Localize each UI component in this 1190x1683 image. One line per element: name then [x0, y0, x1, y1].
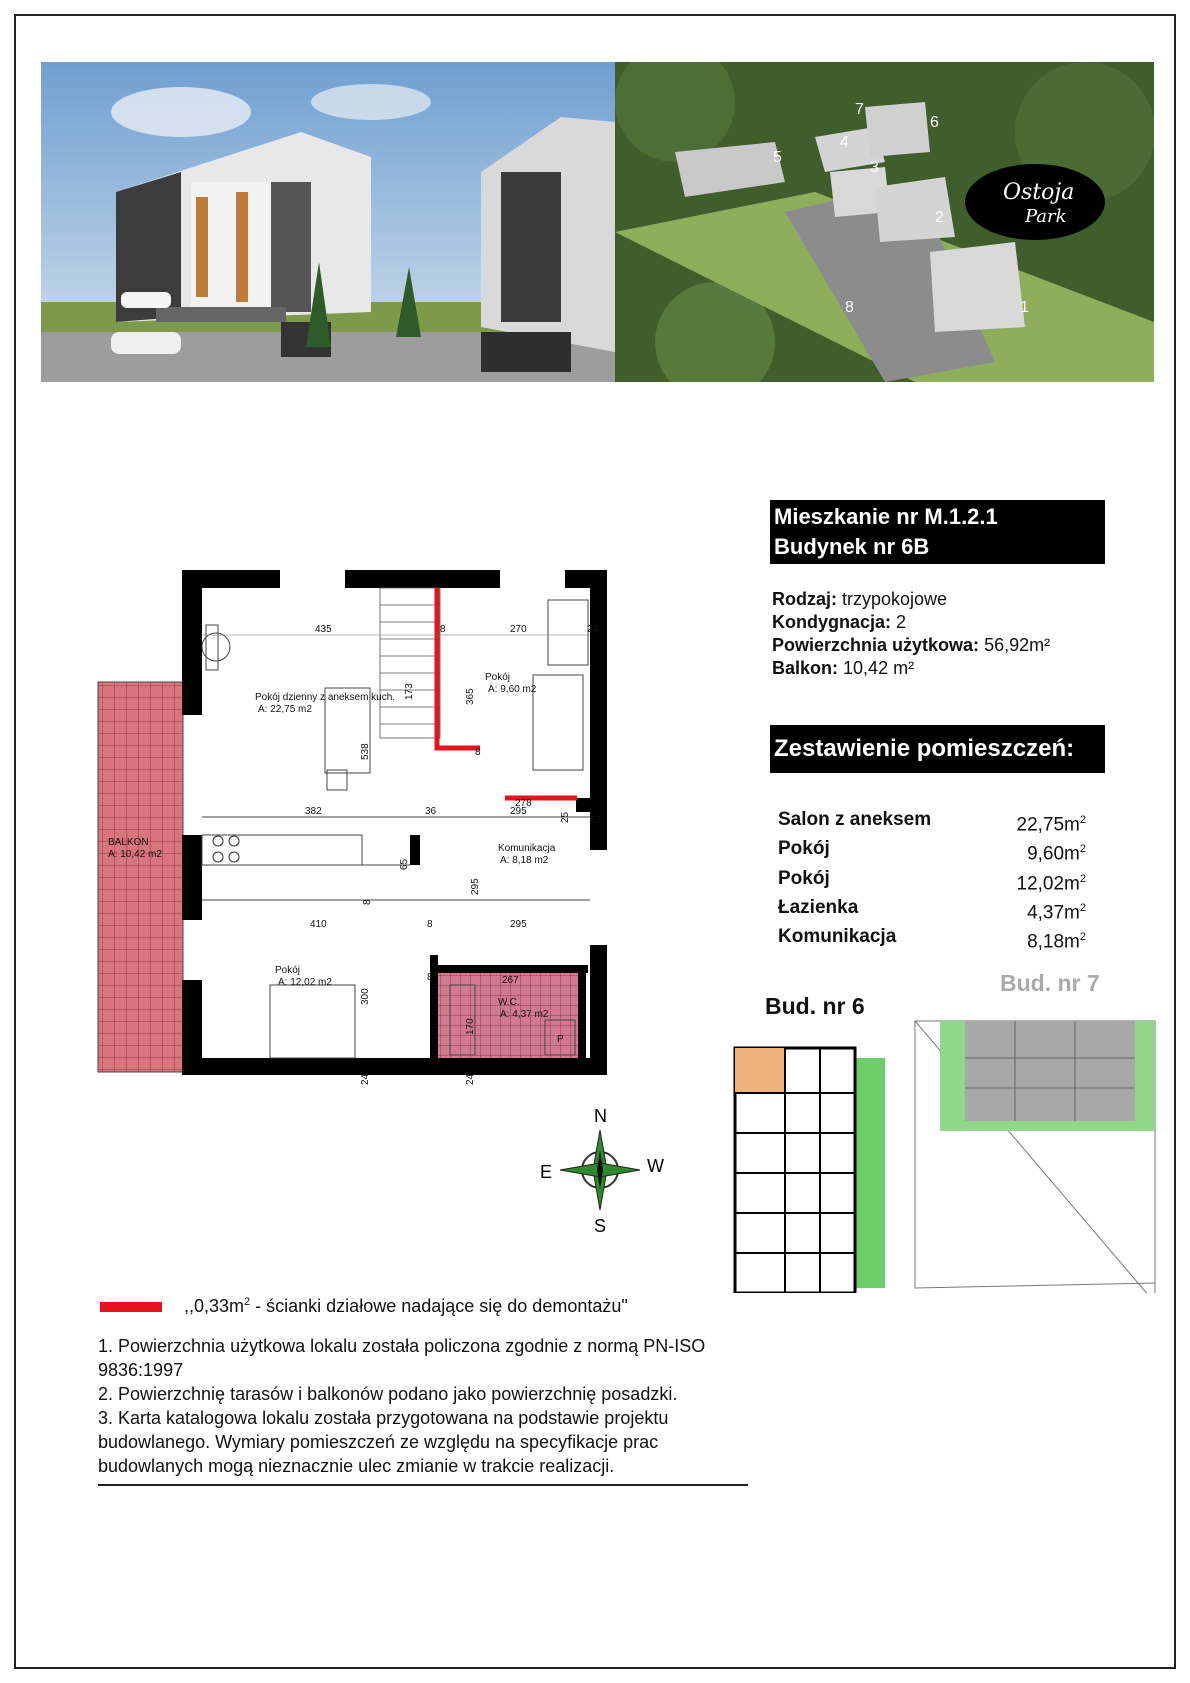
legend-red-bar	[100, 1302, 162, 1312]
aerial-number-1: 1	[1020, 299, 1029, 316]
balkon-area-label: A: 10,42 m2	[108, 849, 162, 860]
aerial-number-8: 8	[845, 299, 854, 316]
dim-8a: 8	[440, 624, 446, 635]
info-kondygnacja-value: 2	[896, 612, 907, 632]
room-area-unit: 2	[1079, 901, 1086, 914]
building-render-photo	[41, 62, 615, 382]
dim-25: 25	[560, 811, 571, 823]
dim-365: 365	[465, 688, 476, 705]
info-rodzaj-value: trzypokojowe	[842, 589, 948, 609]
pokoj2-area-label: A: 12,02 m2	[278, 977, 332, 988]
dim-65: 65	[399, 858, 410, 870]
aerial-number-5: 5	[773, 149, 782, 166]
room-name: Łazienka	[778, 896, 859, 918]
dim-295b: 295	[510, 919, 527, 930]
dim-278: 278	[515, 798, 532, 809]
room-name: Pokój	[778, 838, 830, 860]
komunikacja-label: Komunikacja	[498, 843, 556, 854]
room-area-unit: 2	[1079, 843, 1086, 856]
aerial-number-4: 4	[840, 134, 849, 151]
info-powierzchnia-label: Powierzchnia użytkowa:	[772, 635, 980, 655]
salon-area-label: A: 22,75 m2	[258, 704, 312, 715]
dim-382: 382	[305, 806, 322, 817]
balkon-label: BALKON	[108, 837, 149, 848]
apartment-info	[772, 588, 1050, 680]
dim-24c: 24	[465, 1073, 476, 1085]
room-area-unit: 2	[1079, 931, 1086, 944]
dim-36: 36	[425, 806, 437, 817]
dim-173: 173	[404, 683, 415, 700]
room-row	[778, 867, 1086, 896]
room-row	[778, 896, 1086, 925]
balcony-area	[98, 682, 183, 1072]
building-7-label: Bud. nr 7	[1000, 970, 1100, 996]
apartment-title-box	[770, 500, 1105, 564]
aerial-render-photo	[615, 62, 1154, 382]
site-minimap	[725, 1018, 1170, 1298]
aerial-number-7: 7	[855, 101, 864, 118]
salon-label: Pokój dzienny z aneksem kuch.	[255, 692, 396, 703]
room-name: Salon z aneksem	[778, 809, 932, 830]
logo-text-park: Park	[1025, 206, 1067, 227]
note-2: 2. Powierzchnię tarasów i balkonów podano jako powierzchnię posadzki.	[98, 1384, 678, 1404]
logo-text-ostoja: Ostoja	[1003, 180, 1075, 205]
room-summary-list	[778, 808, 1086, 955]
dim-538: 538	[360, 743, 371, 760]
room-area: 22,75m	[1016, 814, 1080, 836]
apartment-number: Mieszkanie nr M.1.2.1	[774, 504, 998, 529]
dim-170: 170	[465, 1018, 476, 1035]
p-label: P	[557, 1034, 564, 1045]
info-rodzaj-label: Rodzaj:	[772, 589, 837, 609]
room-area-unit: 2	[1079, 872, 1086, 885]
compass-e: E	[540, 1162, 553, 1182]
dim-295v: 295	[470, 878, 481, 895]
building-number: Budynek nr 6B	[774, 534, 930, 559]
dim-24b: 24	[360, 1073, 371, 1085]
legend-text-after: - ścianki działowe nadające się do demontażu"	[250, 1296, 628, 1316]
dim-435: 435	[315, 624, 332, 635]
room-area: 4,37m	[1027, 902, 1080, 924]
compass-n: N	[594, 1106, 607, 1126]
room-row	[778, 925, 1086, 954]
info-balkon-value: 10,42 m²	[843, 658, 915, 678]
info-powierzchnia-value: 56,92m²	[984, 635, 1051, 655]
room-summary-title: Zestawienie pomieszczeń:	[770, 725, 1105, 773]
aerial-number-3: 3	[870, 159, 879, 176]
dim-267: 267	[502, 975, 519, 986]
info-balkon-label: Balkon:	[772, 658, 839, 678]
dim-32: 32	[590, 815, 602, 826]
info-kondygnacja-label: Kondygnacja:	[772, 612, 892, 632]
legend	[100, 1296, 780, 1317]
compass-s: S	[594, 1216, 607, 1235]
pokoj2-label: Pokój	[275, 965, 301, 976]
compass-w: W	[647, 1156, 664, 1176]
building-6-label: Bud. nr 6	[765, 993, 865, 1019]
demolishable-wall	[437, 588, 480, 748]
room-area: 12,02m	[1016, 872, 1080, 894]
komunikacja-area-label: A: 8,18 m2	[500, 855, 549, 866]
dim-270: 270	[510, 624, 527, 635]
room-row	[778, 808, 1086, 837]
legend-sup: 2	[244, 1296, 251, 1308]
note-1: 1. Powierzchnia użytkowa lokalu została policzona zgodnie z normą PN-ISO 9836:1997	[98, 1336, 706, 1380]
room-area: 9,60m	[1027, 843, 1080, 865]
room-area-unit: 2	[1079, 814, 1086, 826]
dim-295a: 295	[510, 806, 527, 817]
note-3: 3. Karta katalogowa lokalu została przygotowana na podstawie projektu budowlanego. Wymiary pomieszczeń ze względu na specyfikacje prac budowlanych mogą nieznacznie ulec zmianie w trakcie realizacji.	[98, 1408, 669, 1476]
legend-text-before: ,,0,33m	[184, 1296, 245, 1316]
wc-label: W.C.	[498, 997, 520, 1008]
dim-8d: 8	[427, 919, 433, 930]
pokoj1-area-label: A: 9,60 m2	[488, 684, 537, 695]
aerial-number-6: 6	[930, 114, 939, 131]
room-name: Komunikacja	[778, 926, 897, 948]
room-name: Pokój	[778, 867, 830, 889]
room-row	[778, 837, 1086, 866]
pokoj1-label: Pokój	[485, 672, 511, 683]
dim-8b: 8	[475, 747, 481, 758]
aerial-number-2: 2	[935, 209, 944, 226]
dim-300: 300	[360, 988, 371, 1005]
dim-24a: 24	[587, 624, 599, 635]
dim-8c: 8	[362, 899, 373, 905]
dim-410: 410	[310, 919, 327, 930]
compass-rose	[535, 1105, 665, 1240]
wc-area-label: A: 4,37 m2	[500, 1009, 549, 1020]
room-area: 8,18m	[1027, 931, 1080, 953]
floor-plan	[90, 565, 650, 1095]
notes	[98, 1334, 748, 1486]
dim-8e: 8	[427, 972, 433, 983]
